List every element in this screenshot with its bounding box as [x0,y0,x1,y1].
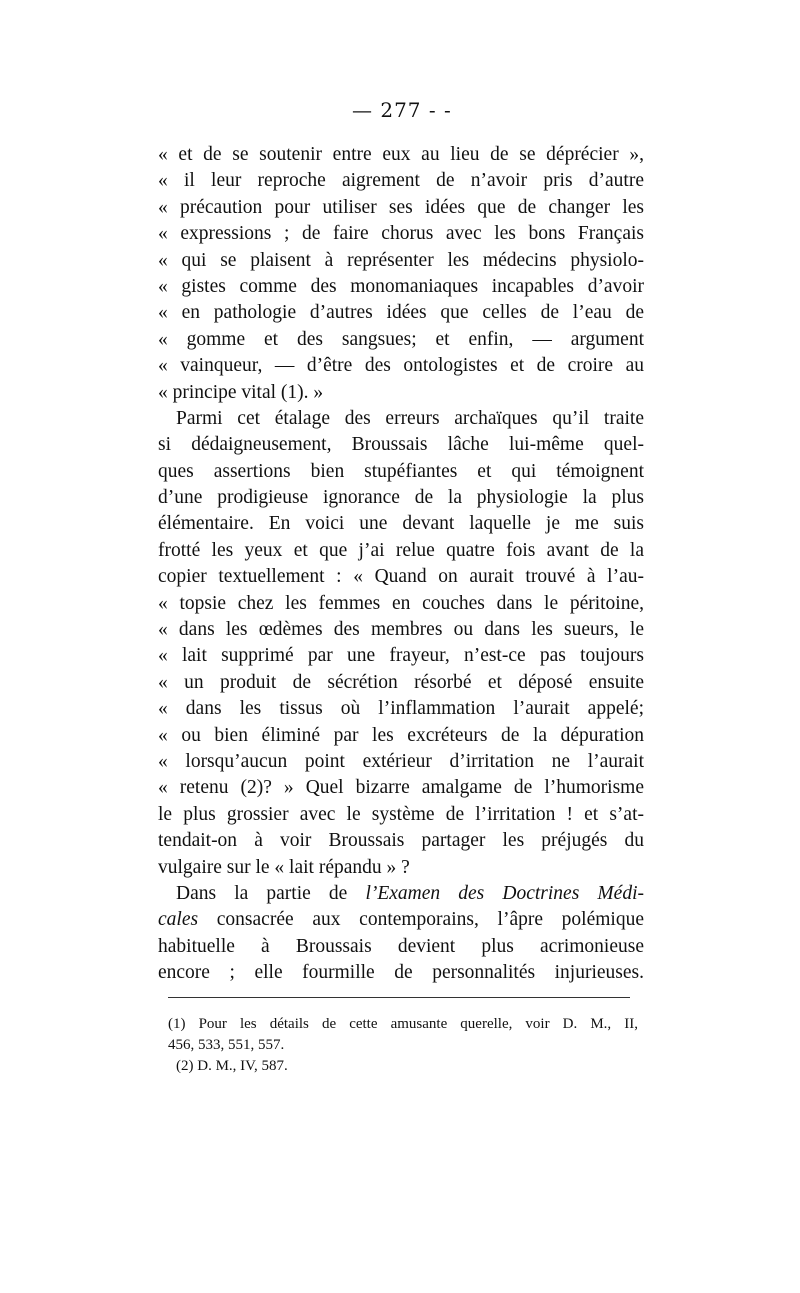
text-line: « précaution pour utiliser ses idées que de changer les [158,196,644,218]
text-line: « dans les tissus où l’inflammation l’aurait appelé; [158,698,644,720]
text-line: « lait supprimé par une frayeur, n’est-ce pas toujours [158,645,644,667]
text-run: Dans la partie de [176,882,366,904]
text-line: le plus grossier avec le système de l’irritation ! et s’at- [158,803,644,825]
text-line: « gomme et des sangsues; et enfin, — argument [158,328,644,350]
text-line: « lorsqu’aucun point extérieur d’irritation ne l’aurait [158,750,644,772]
text-line: « dans les œdèmes des membres ou dans les sueurs, le [158,619,644,641]
text-run: consacrée aux contemporains, l’âpre polémique [198,909,644,931]
text-line: « principe vital (1). » [158,381,324,403]
book-title-italic: cales [158,909,199,931]
text-line: si dédaigneusement, Broussais lâche lui-même quel- [158,434,644,456]
text-line: « il leur reproche aigrement de n’avoir pris d’autre [158,170,644,192]
text-line: « retenu (2)? » Quel bizarre amalgame de l’humorisme [158,777,644,799]
text-line: tendait-on à voir Broussais partager les préjugés du [158,830,644,852]
footnote-1-continuation: 456, 533, 551, 557. [168,1037,285,1053]
footnote-2: (2) D. M., IV, 587. [176,1058,288,1074]
paragraph-start-line: Parmi cet étalage des erreurs archaïques qu’il traite [176,407,644,429]
body-text [158,142,644,987]
footnotes [168,1014,638,1077]
text-line: ques assertions bien stupéfiantes et qui témoignent [158,460,644,482]
text-line: « en pathologie d’autres idées que celles de l’eau de [158,302,644,324]
text-line: encore ; elle fourmille de personnalités injurieuses. [158,962,644,984]
text-line: vulgaire sur le « lait répandu » ? [158,856,410,878]
text-line: « vainqueur, — d’être des ontologistes et de croire au [158,355,644,377]
footnote-1: (1) Pour les détails de cette amusante querelle, voir D. M., II, [168,1016,638,1032]
text-line: « expressions ; de faire chorus avec les bons Français [158,223,644,245]
page-number: — 277 - - [352,98,452,122]
book-title-italic: l’Examen des Doctrines Médi- [365,882,644,904]
text-line: frotté les yeux et que j’ai relue quatre fois avant de la [158,539,644,561]
text-line: « gistes comme des monomaniaques incapables d’avoir [158,275,644,297]
text-line: « un produit de sécrétion résorbé et déposé ensuite [158,671,644,693]
text-line: copier textuellement : « Quand on aurait trouvé à l’au- [158,566,644,588]
text-line: « qui se plaisent à représenter les médecins physiolo- [158,249,644,271]
text-line: « topsie chez les femmes en couches dans le péritoine, [158,592,644,614]
text-line: « et de se soutenir entre eux au lieu de se déprécier », [158,144,644,165]
text-line [158,907,644,933]
text-line: « ou bien éliminé par les excréteurs de la dépuration [158,724,644,746]
paragraph-start-line [158,881,644,907]
text-line: d’une prodigieuse ignorance de la physiologie la plus [158,487,644,509]
text-line: élémentaire. En voici une devant laquelle je me suis [158,513,644,535]
text-line: habituelle à Broussais devient plus acrimonieuse [158,935,644,957]
footnote-divider [168,997,630,998]
